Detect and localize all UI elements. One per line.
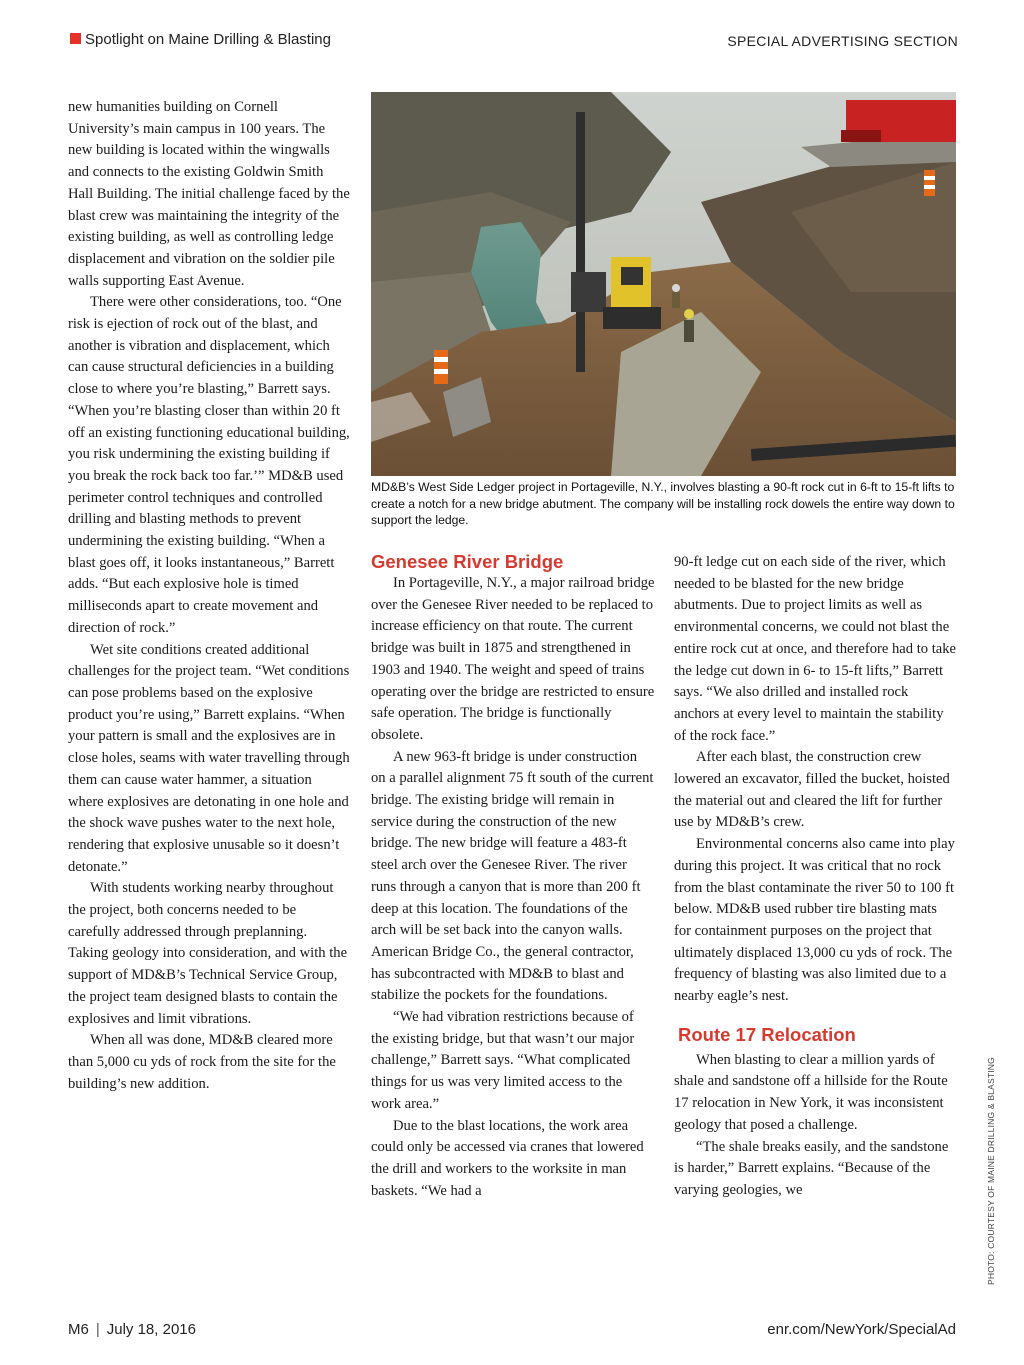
subhead-route-17-relocation: Route 17 Relocation bbox=[678, 1023, 856, 1045]
paragraph: After each blast, the construction crew lowered an excavator, filled the bucket, hoisted the material out and cleared the lift for further use by MD&B’s crew. bbox=[674, 749, 950, 831]
paragraph: With students working nearby throughout the project, both concerns needed to be carefully addressed through preplanning. Taking geology into consideration, and with the support of MD&B’s Technical Service Group, the project team designed blasts to contain the explosives and limit vibrations. bbox=[68, 880, 348, 1027]
special-advertising-label: SPECIAL ADVERTISING SECTION bbox=[727, 33, 958, 49]
paragraph: Due to the blast locations, the work area could only be accessed via cranes that lowered the drill and workers to the worksite in man baskets. “We had a bbox=[371, 1117, 644, 1199]
page-footer-left bbox=[68, 1321, 196, 1338]
paragraph: “The shale breaks easily, and the sandstone is harder,” Barrett explains. “Because of the varying geologies, we bbox=[674, 1138, 949, 1198]
article-column-2 bbox=[371, 573, 655, 1202]
paragraph: In Portageville, N.Y., a major railroad bridge over the Genesee River needed to be replaced to increase efficiency on that route. The current bridge was built in 1875 and strengthened in 1903 and 1940. The weight and speed of trains operating over the bridge are restricted to ensure safe operation. The bridge is functionally obsolete. bbox=[371, 575, 655, 743]
photo-caption: MD&B’s West Side Ledger project in Portageville, N.Y., involves blasting a 90-ft rock cut in 6-ft to 15-ft lifts to create a notch for a new bridge abutment. The company will be installing rock dowels the entire way down to support the ledge. bbox=[371, 480, 955, 527]
photo-illustration bbox=[371, 92, 956, 476]
spotlight-prefix: Spotlight on bbox=[85, 31, 165, 48]
company-name: Maine Drilling & Blasting bbox=[168, 31, 331, 48]
article-column-3 bbox=[674, 552, 956, 1202]
construction-site-photo bbox=[371, 92, 956, 476]
paragraph: When all was done, MD&B cleared more than 5,000 cu yds of rock from the site for the building’s new addition. bbox=[68, 1032, 336, 1092]
paragraph: There were other considerations, too. “One risk is ejection of rock out of the blast, and another is vibration and displacement, which can cause structural deficiencies in a building close to where you’re blasting,” Barrett says. “When you’re blasting closer than within 20 ft off an existing functioning educational building, you risk undermining the existing building if you break the rock back too far.’” MD&B used perimeter control techniques and controlled drilling and blasting methods to prevent undermining the existing building. “When a blast goes off, it looks instantaneous,” Barrett adds. “But each explosive hole is timed milliseconds apart to create movement and direction of rock.” bbox=[68, 294, 350, 636]
paragraph: 90-ft ledge cut on each side of the river, which needed to be blasted for the new bridge abutments. Due to project limits as well as environmental concerns, we could not blast the entire rock cut at once, and therefore had to take the ledge cut down in 6- to 15-ft lifts,” Barrett says. “We also drilled and installed rock anchors at every level to maintain the stability of the rock face.” bbox=[674, 554, 957, 744]
page-number: M6 bbox=[68, 1321, 89, 1338]
section-label bbox=[70, 31, 331, 48]
footer-separator: | bbox=[95, 1321, 100, 1338]
paragraph: When blasting to clear a million yards of shale and sandstone off a hillside for the Route 17 relocation in New York, it was inconsistent geology that posed a challenge. bbox=[674, 1051, 948, 1133]
paragraph: A new 963-ft bridge is under construction on a parallel alignment 75 ft south of the current bridge. The existing bridge will remain in service during the construction of the new bridge. The new bridge will feature a 483-ft steel arch over the Genesee River. The river runs through a canyon that is more than 200 ft deep at this location. The foundations of the arch will be set back into the canyon walls. American Bridge Co., the general contractor, has subcontracted with MD&B to blast and stabilize the pockets for the foundations. bbox=[371, 748, 654, 1004]
paragraph: new humanities building on Cornell University’s main campus in 100 years. The new building is located within the wingwalls and connects to the existing Goldwin Smith Hall Building. The initial challenge faced by the blast crew was maintaining the integrity of the existing building, as well as controlling ledge displacement and vibration on the soldier pile walls supporting East Avenue. bbox=[68, 99, 350, 289]
issue-date: July 18, 2016 bbox=[106, 1321, 196, 1338]
red-square-icon bbox=[70, 33, 81, 44]
paragraph: Environmental concerns also came into play during this project. It was critical that no rock from the blast contaminate the river 50 to 100 ft below. MD&B used rubber tire blasting mats for containment purposes on the project that ultimately displaced 13,000 cu yds of rock. The frequency of blasting was also limited due to a nearby eagle’s nest. bbox=[674, 836, 955, 1005]
subhead-genesee-river-bridge: Genesee River Bridge bbox=[371, 551, 564, 572]
footer-url[interactable]: enr.com/NewYork/SpecialAd bbox=[767, 1321, 956, 1338]
paragraph: “We had vibration restrictions because of the existing bridge, but that wasn’t our major challenge,” Barrett says. “What complicated things for us was very limited access to the work area.” bbox=[371, 1009, 635, 1112]
photo-credit: PHOTO: COURTESY OF MAINE DRILLING & BLASTING bbox=[986, 1057, 996, 1285]
paragraph: Wet site conditions created additional challenges for the project team. “Wet conditions can pose problems based on the explosive product you’re using,” Barrett explains. “When your pattern is small and the explosives are in close holes, seams with water travelling through them can cause water hammer, a situation where explosives are detonating in one hole and the shock wave pushes water to the next hole, rendering that explosive unusable so it doesn’t detonate.” bbox=[68, 641, 350, 875]
article-column-1 bbox=[68, 97, 350, 1095]
